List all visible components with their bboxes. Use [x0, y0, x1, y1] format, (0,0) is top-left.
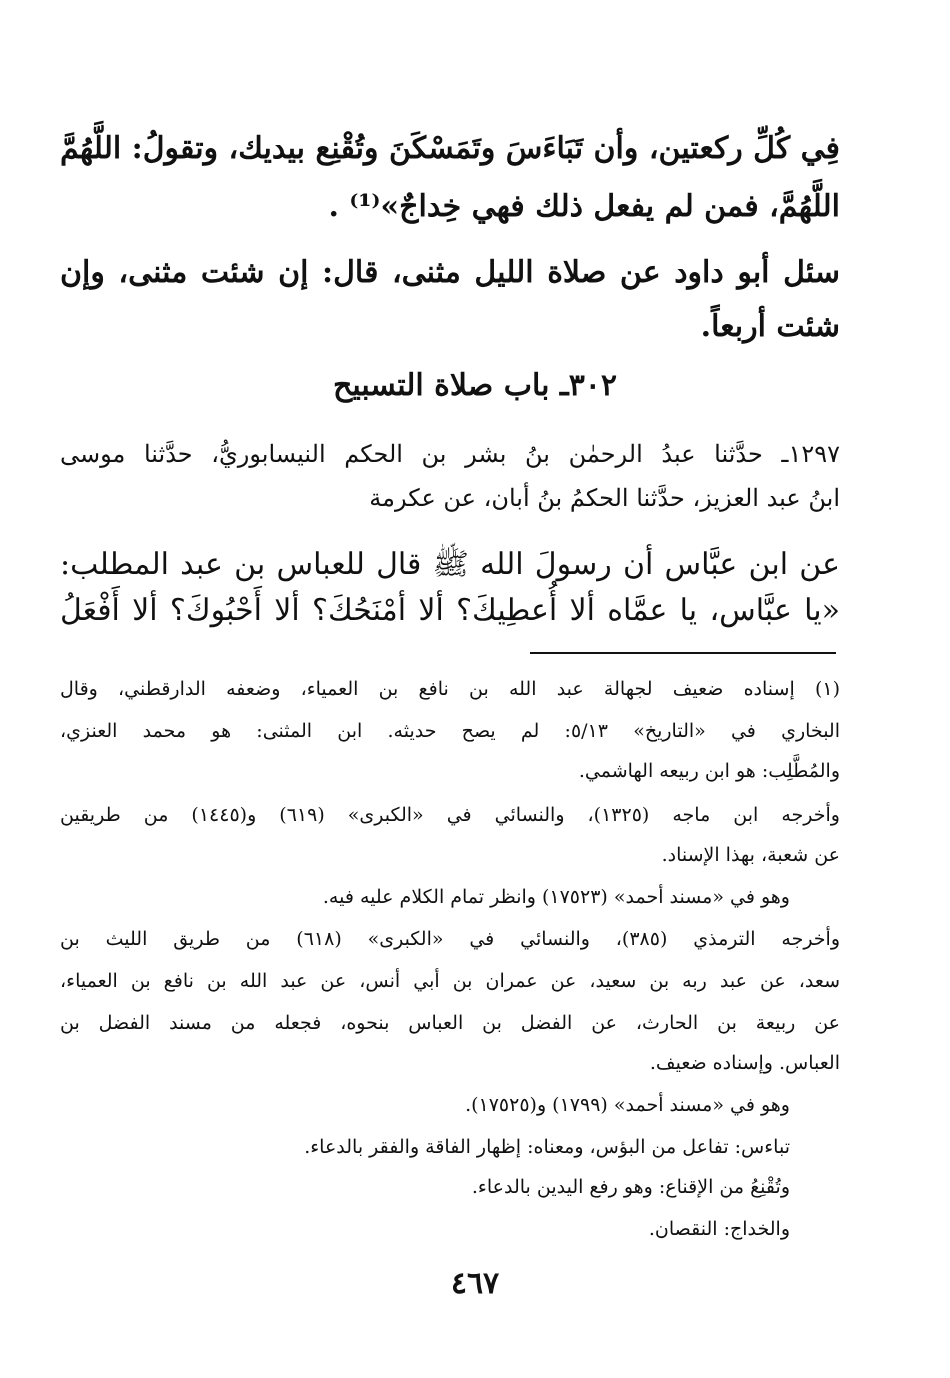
footnote-line: العباس. وإسناده ضعيف.: [649, 1052, 840, 1074]
footnote-line: والخداج: النقصان.: [648, 1218, 790, 1240]
footnote-line: وأخرجه ابن ماجه (١٣٢٥)، والنسائي في «الكبرى» (٦١٩) و(١٤٤٥) من طريقين: [60, 804, 840, 826]
main-text-line: اللَّهُمَّ، فمن لم يفعل ذلك فهي خِداجٌ»⁽¹⁾ .: [328, 189, 840, 224]
main-text-line: فِي كُلِّ ركعتين، وأن تَبَاءَسَ وتَمَسْكَنَ وتُقْنِع بيديك، وتقولُ: اللَّهُمَّ: [60, 131, 840, 166]
footnote-line: عن ربيعة بن الحارث، عن الفضل بن العباس بنحوه، فجعله من مسند الفضل بن: [60, 1012, 840, 1034]
chapter-heading: ٣٠٢ـ باب صلاة التسبيح: [332, 368, 618, 403]
footnote-line: البخاري في «التاريخ» ٥/١٣: لم يصح حديثه. ابن المثنى: هو محمد العنزي،: [60, 720, 840, 742]
footnote-line: (١) إسناده ضعيف لجهالة عبد الله بن نافع بن العمياء، وضعفه الدارقطني، وقال: [60, 678, 840, 700]
matn-text-line: «يا عبَّاس، يا عمَّاه ألا أُعطِيكَ؟ ألا أمْنَحُكَ؟ ألا أَحْبُوكَ؟ ألا أَفْعَلُ: [60, 593, 840, 628]
matn-text-line: عن ابن عبَّاس أن رسولَ الله ﷺ قال للعباس بن عبد المطلب:: [60, 547, 840, 582]
hadith-text-line: ١٢٩٧ـ حدَّثنا عبدُ الرحمٰن بنُ بشر بن الحكم النيسابوريُّ، حدَّثنا موسى: [60, 440, 841, 468]
main-text-line: شئت أربعاً.: [700, 309, 840, 344]
footnote-line: وهو في «مسند أحمد» (١٧٩٩) و(١٧٥٢٥).: [465, 1094, 790, 1116]
footnote-line: وتُقْنِعُ من الإقناع: وهو رفع اليدين بالدعاء.: [471, 1176, 790, 1198]
page-number: ٤٦٧: [450, 1266, 500, 1301]
footnote-line: عن شعبة، بهذا الإسناد.: [661, 844, 840, 866]
footnote-line: وأخرجه الترمذي (٣٨٥)، والنسائي في «الكبرى» (٦١٨) من طريق الليث بن: [60, 928, 841, 950]
footnote-line: تباءس: تفاعل من البؤس، ومعناه: إظهار الفاقة والفقر بالدعاء.: [304, 1136, 790, 1158]
footnote-line: والمُطَّلِب: هو ابن ربيعه الهاشمي.: [578, 760, 840, 782]
footnote-line: وهو في «مسند أحمد» (١٧٥٢٣) وانظر تمام الكلام عليه فيه.: [322, 886, 790, 908]
footnote-line: سعد، عن عبد ربه بن سعيد، عن عمران بن أبي أنس، عن عبد الله بن نافع بن العمياء،: [60, 970, 840, 992]
hadith-text-line: ابنُ عبد العزيز، حدَّثنا الحكمُ بنُ أبان، عن عكرمة: [369, 484, 840, 512]
main-text-line: سئل أبو داود عن صلاة الليل مثنى، قال: إن شئت مثنى، وإن: [60, 255, 840, 290]
footnote-separator: [530, 652, 836, 654]
